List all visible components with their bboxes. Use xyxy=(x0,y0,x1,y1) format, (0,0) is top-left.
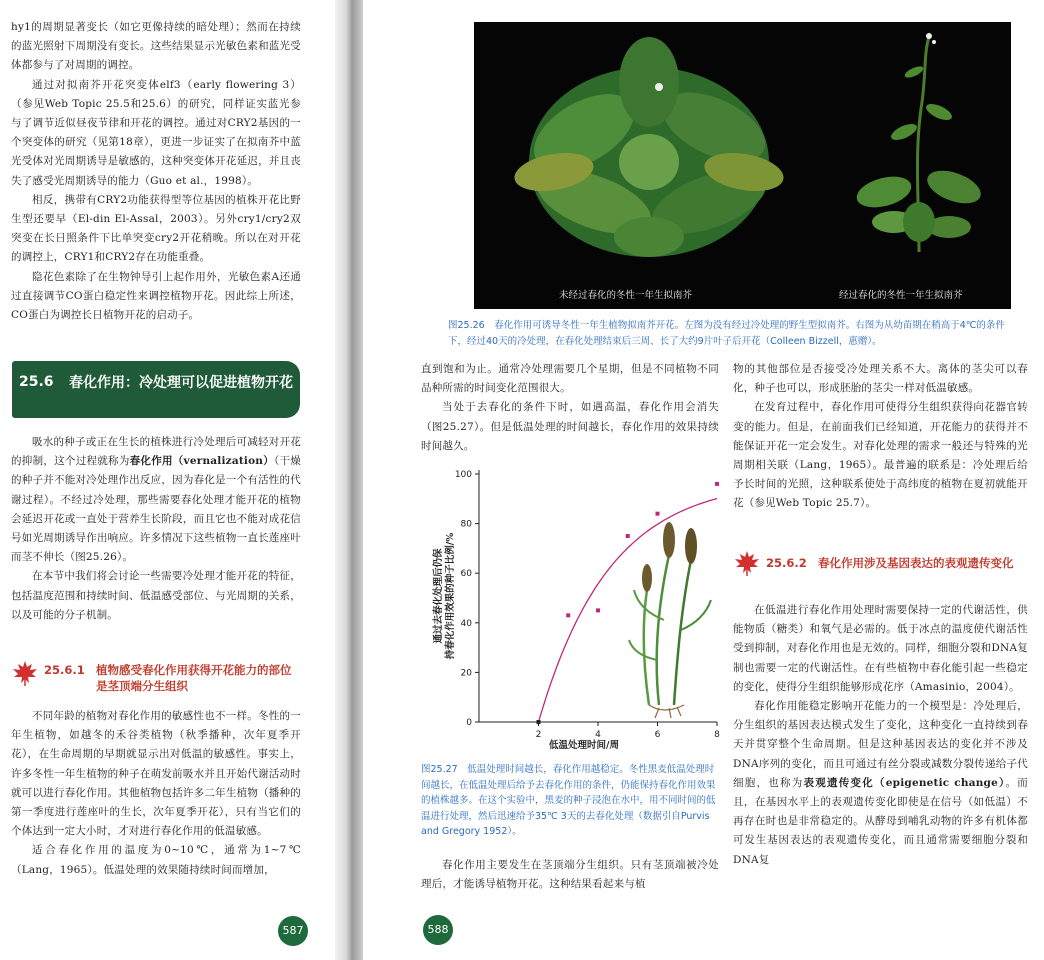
y-axis-label-line2: 持春化作用效果的种子比例/% xyxy=(445,532,456,660)
y-ticks xyxy=(455,470,479,728)
chart-svg xyxy=(419,460,729,756)
data-point xyxy=(596,608,600,612)
photo-label-right: 经过春化的冬性一年生拟南芥 xyxy=(839,290,963,301)
left-text-block-top xyxy=(11,18,301,325)
maple-leaf-icon xyxy=(733,550,761,580)
y-tick-label: 100 xyxy=(454,470,472,480)
paragraph: 在低温进行春化作用处理时需要保持一定的代谢活性，供能物质（糖类）和氧气是必需的。低于冰点的温度使代谢活性受到抑制，对春化作用也是无效的。同样，细胞分裂和DNA复制也需要一定的代谢活性。在有些植物中春化能引起一些稳定的变化，使得分生组织能够形成花序（Amasinio，2004）。 xyxy=(733,604,1028,693)
page-number-badge: 587 xyxy=(278,916,308,946)
data-point xyxy=(537,720,541,724)
book-gutter xyxy=(335,0,363,960)
y-tick-label: 40 xyxy=(460,618,472,629)
subsection-heading xyxy=(766,555,1031,591)
figure-25-27-caption: 图25.27 低温处理时间越长，春化作用越稳定。冬性黑麦低温处理时间越长，在低温处理后给予去春化作用的条件，仍能保持春化作用效果的植株越多。在这个实验中，黑麦的种子浸泡在水中，用不同时间的低温进行处理，然后迅速给予35℃ 3天的去春化处理（数据引自Purvis and Gregory 1952）。 xyxy=(421,764,716,837)
subsection-number: 25.6.2 xyxy=(766,556,807,570)
paragraph: 适合春化作用的温度为0~10℃，通常为1~7℃（Lang，1965）。低温处理的效果随持续时间而增加， xyxy=(11,844,301,876)
maple-leaf-icon xyxy=(11,660,39,690)
middle-text-block-bottom xyxy=(421,856,719,894)
figure-25-26-caption: 图25.26 春化作用可诱导冬性一年生植物拟南芥开花。左图为没有经过冷处理的野生型拟南芥。右图为从幼苗期在稍高于4℃的条件下，经过40天的冷处理，在春化处理结束后三周、长了大约9片叶子后开花（Colleen Bizzell，惠赠）。 xyxy=(448,320,1005,347)
plot-area xyxy=(479,470,717,722)
x-tick-label: 8 xyxy=(714,730,720,740)
paragraph: 相反，携带有CRY2功能获得型等位基因的植株开花比野生型还要早（El-din El-Assal，2003）。另外cry1/cry2双突变在长日照条件下比单突变cry2开花稍晚。所以在对开花的调控上，CRY1和CRY2存在功能重叠。 xyxy=(11,193,301,264)
right-text-block-top xyxy=(733,360,1028,514)
y-tick-label: 0 xyxy=(466,718,472,728)
subsection-heading xyxy=(44,662,304,698)
text-run: 。而且，在基因水平上的表观遗传变化即使是在信号（如低温）不再存在时也是非常稳定的。从酵母到哺乳动物的许多有机体都可发生基因表达的表观遗传变化，而且通常需要细胞分裂和DNA复 xyxy=(733,776,1029,866)
data-point xyxy=(715,482,719,486)
section-title: 春化作用：冷处理可以促进植物开花 xyxy=(69,375,293,391)
key-term: 春化作用（vernalization） xyxy=(129,455,274,468)
text-run: （干燥的种子并不能对冷处理作出反应，因为春化是一个有活性的代谢过程）。不经过冷处理，那些需要春化处理才能开花的植物会延迟开花或一直处于营养生长阶段，而且它也不能对成花信号如光周期诱导作出响应。许多情况下这些植物一直长莲座叶而茎不伸长（图25.26）。 xyxy=(11,455,301,564)
paragraph: 物的其他部位是否接受冷处理关系不大。离体的茎尖可以春化，种子也可以，形成胚胎的茎尖一样对低温敏感。 xyxy=(733,363,1028,395)
data-point xyxy=(566,613,570,617)
paragraph: 直到饱和为止。通常冷处理需要几个星期，但是不同植物不同品种所需的时间变化范围很大。 xyxy=(421,363,719,395)
x-tick-label: 4 xyxy=(595,730,601,740)
plant-illustration xyxy=(474,22,1011,309)
right-text-block-bottom xyxy=(733,601,1028,870)
subsection-number: 25.6.1 xyxy=(44,663,85,677)
y-axis-label-line1: 通过去春化处理后仍保 xyxy=(433,548,444,644)
left-text-block-mid xyxy=(11,433,301,625)
paragraph: 隐花色素除了在生物钟导引上起作用外，光敏色素A还通过直接调节CO蛋白稳定性来调控植物开花。因此综上所述，CO蛋白为调控长日植物开花的启动子。 xyxy=(11,270,301,322)
section-number: 25.6 xyxy=(19,374,54,390)
flowering-plant xyxy=(853,33,985,252)
paragraph: 当处于去春化的条件下时，如遇高温，春化作用会消失（图25.27）。但是低温处理的时间越长，春化作用的效果持续时间越久。 xyxy=(421,401,719,452)
x-axis-label: 低温处理时间/周 xyxy=(549,740,619,751)
paragraph: 春化作用主要发生在茎顶端分生组织。只有茎顶端被冷处理后，才能诱导植物开花。这种结果看起来与植 xyxy=(421,859,719,891)
x-tick-label: 2 xyxy=(535,730,542,740)
y-tick-label: 20 xyxy=(460,668,472,679)
paragraph: 不同年龄的植物对春化作用的敏感性也不一样。冬性的一年生植物，如越冬的禾谷类植物（秋季播种，次年夏季开花），在生命周期的早期就显示出对低温的敏感性。事实上，许多冬性一年生植物的种子在萌发前吸水并且开始代谢活动时就可以进行春化作用。其他植物包括许多二年生植物（播种的第一季度进行莲座叶的生长，次年夏季开花），只有当它们的个体达到一定大小时，才对进行春化作用的低温敏感。 xyxy=(11,710,301,838)
text-run: 春化作用能稳定影响开花能力的一个模型是：冷处理后，分生组织的基因表达模式发生了变化，这种变化一直持续到春天并贯穿整个生命周期。但是这种基因表达的变化并不涉及DNA序列的变化，而且可通过有丝分裂或减数分裂传递给子代细胞，也称为 xyxy=(733,700,1028,789)
figure-25-26-photo xyxy=(474,22,1011,309)
data-point xyxy=(656,512,660,516)
page-number-badge: 588 xyxy=(423,915,453,945)
text-run: 吸水的种子或正在生长的植株进行冷处理后可减轻对开花的抑制，这个过程就称为 xyxy=(11,436,301,468)
x-ticks xyxy=(536,722,721,740)
paragraph xyxy=(733,697,1028,870)
y-tick-label: 60 xyxy=(460,569,472,580)
paragraph: 在本节中我们将会讨论一些需要冷处理才能开花的特征，包括温度范围和持续时间、低温感受部位、与光周期的关系，以及可能的分子机制。 xyxy=(11,570,301,621)
section-heading-band xyxy=(12,361,300,418)
data-point xyxy=(626,534,630,538)
x-tick-label: 6 xyxy=(654,730,661,740)
y-tick-label: 80 xyxy=(460,519,472,530)
figure-25-27-chart xyxy=(419,460,729,756)
middle-text-block-top xyxy=(421,360,719,456)
rosette-plant xyxy=(511,37,786,257)
left-text-block-bottom xyxy=(11,707,301,880)
key-term: 表观遗传变化（epigenetic change） xyxy=(803,776,1006,789)
paragraph: 通过对拟南芥开花突变体elf3（early flowering 3）（参见Web Topic 25.5和25.6）的研究，同样证实蓝光参与了调节近似昼夜节律和开花的调控。通过对CRY2基因的一个突变体的研究（见第18章），更进一步证实了在拟南芥中蓝光受体对光周期诱导是敏感的，这种突变体开花延迟，并且丧失了感受光周期诱导的能力（Guo et al.，1998）。 xyxy=(11,78,301,187)
paragraph: 在发育过程中，春化作用可使得分生组织获得向花器官转变的能力。但是，在前面我们已经知道，开花能力的获得并不能保证开花一定会发生。对春化处理的需求一般还与特殊的光周期相关联（Lang，1965）。最普遍的联系是：冷处理后给予长时间的光照，这种联系使处于高纬度的植物在夏初就能开花（参见Web Topic 25.7）。 xyxy=(733,401,1028,510)
paragraph: hy1的周期显著变长（如它更像持续的暗处理）；然而在持续的蓝光照射下周期没有变长。这些结果显示光敏色素和蓝光受体都参与了对周期的调控。 xyxy=(11,21,301,72)
subsection-title: 春化作用涉及基因表达的表观遗传变化 xyxy=(818,556,1014,570)
right-page xyxy=(363,0,1044,960)
subsection-title: 植物感受春化作用获得开花能力的部位是茎顶端分生组织 xyxy=(96,663,292,693)
paragraph xyxy=(11,433,301,567)
left-page xyxy=(0,0,335,960)
photo-label-left: 未经过春化的冬性一年生拟南芥 xyxy=(559,290,693,301)
